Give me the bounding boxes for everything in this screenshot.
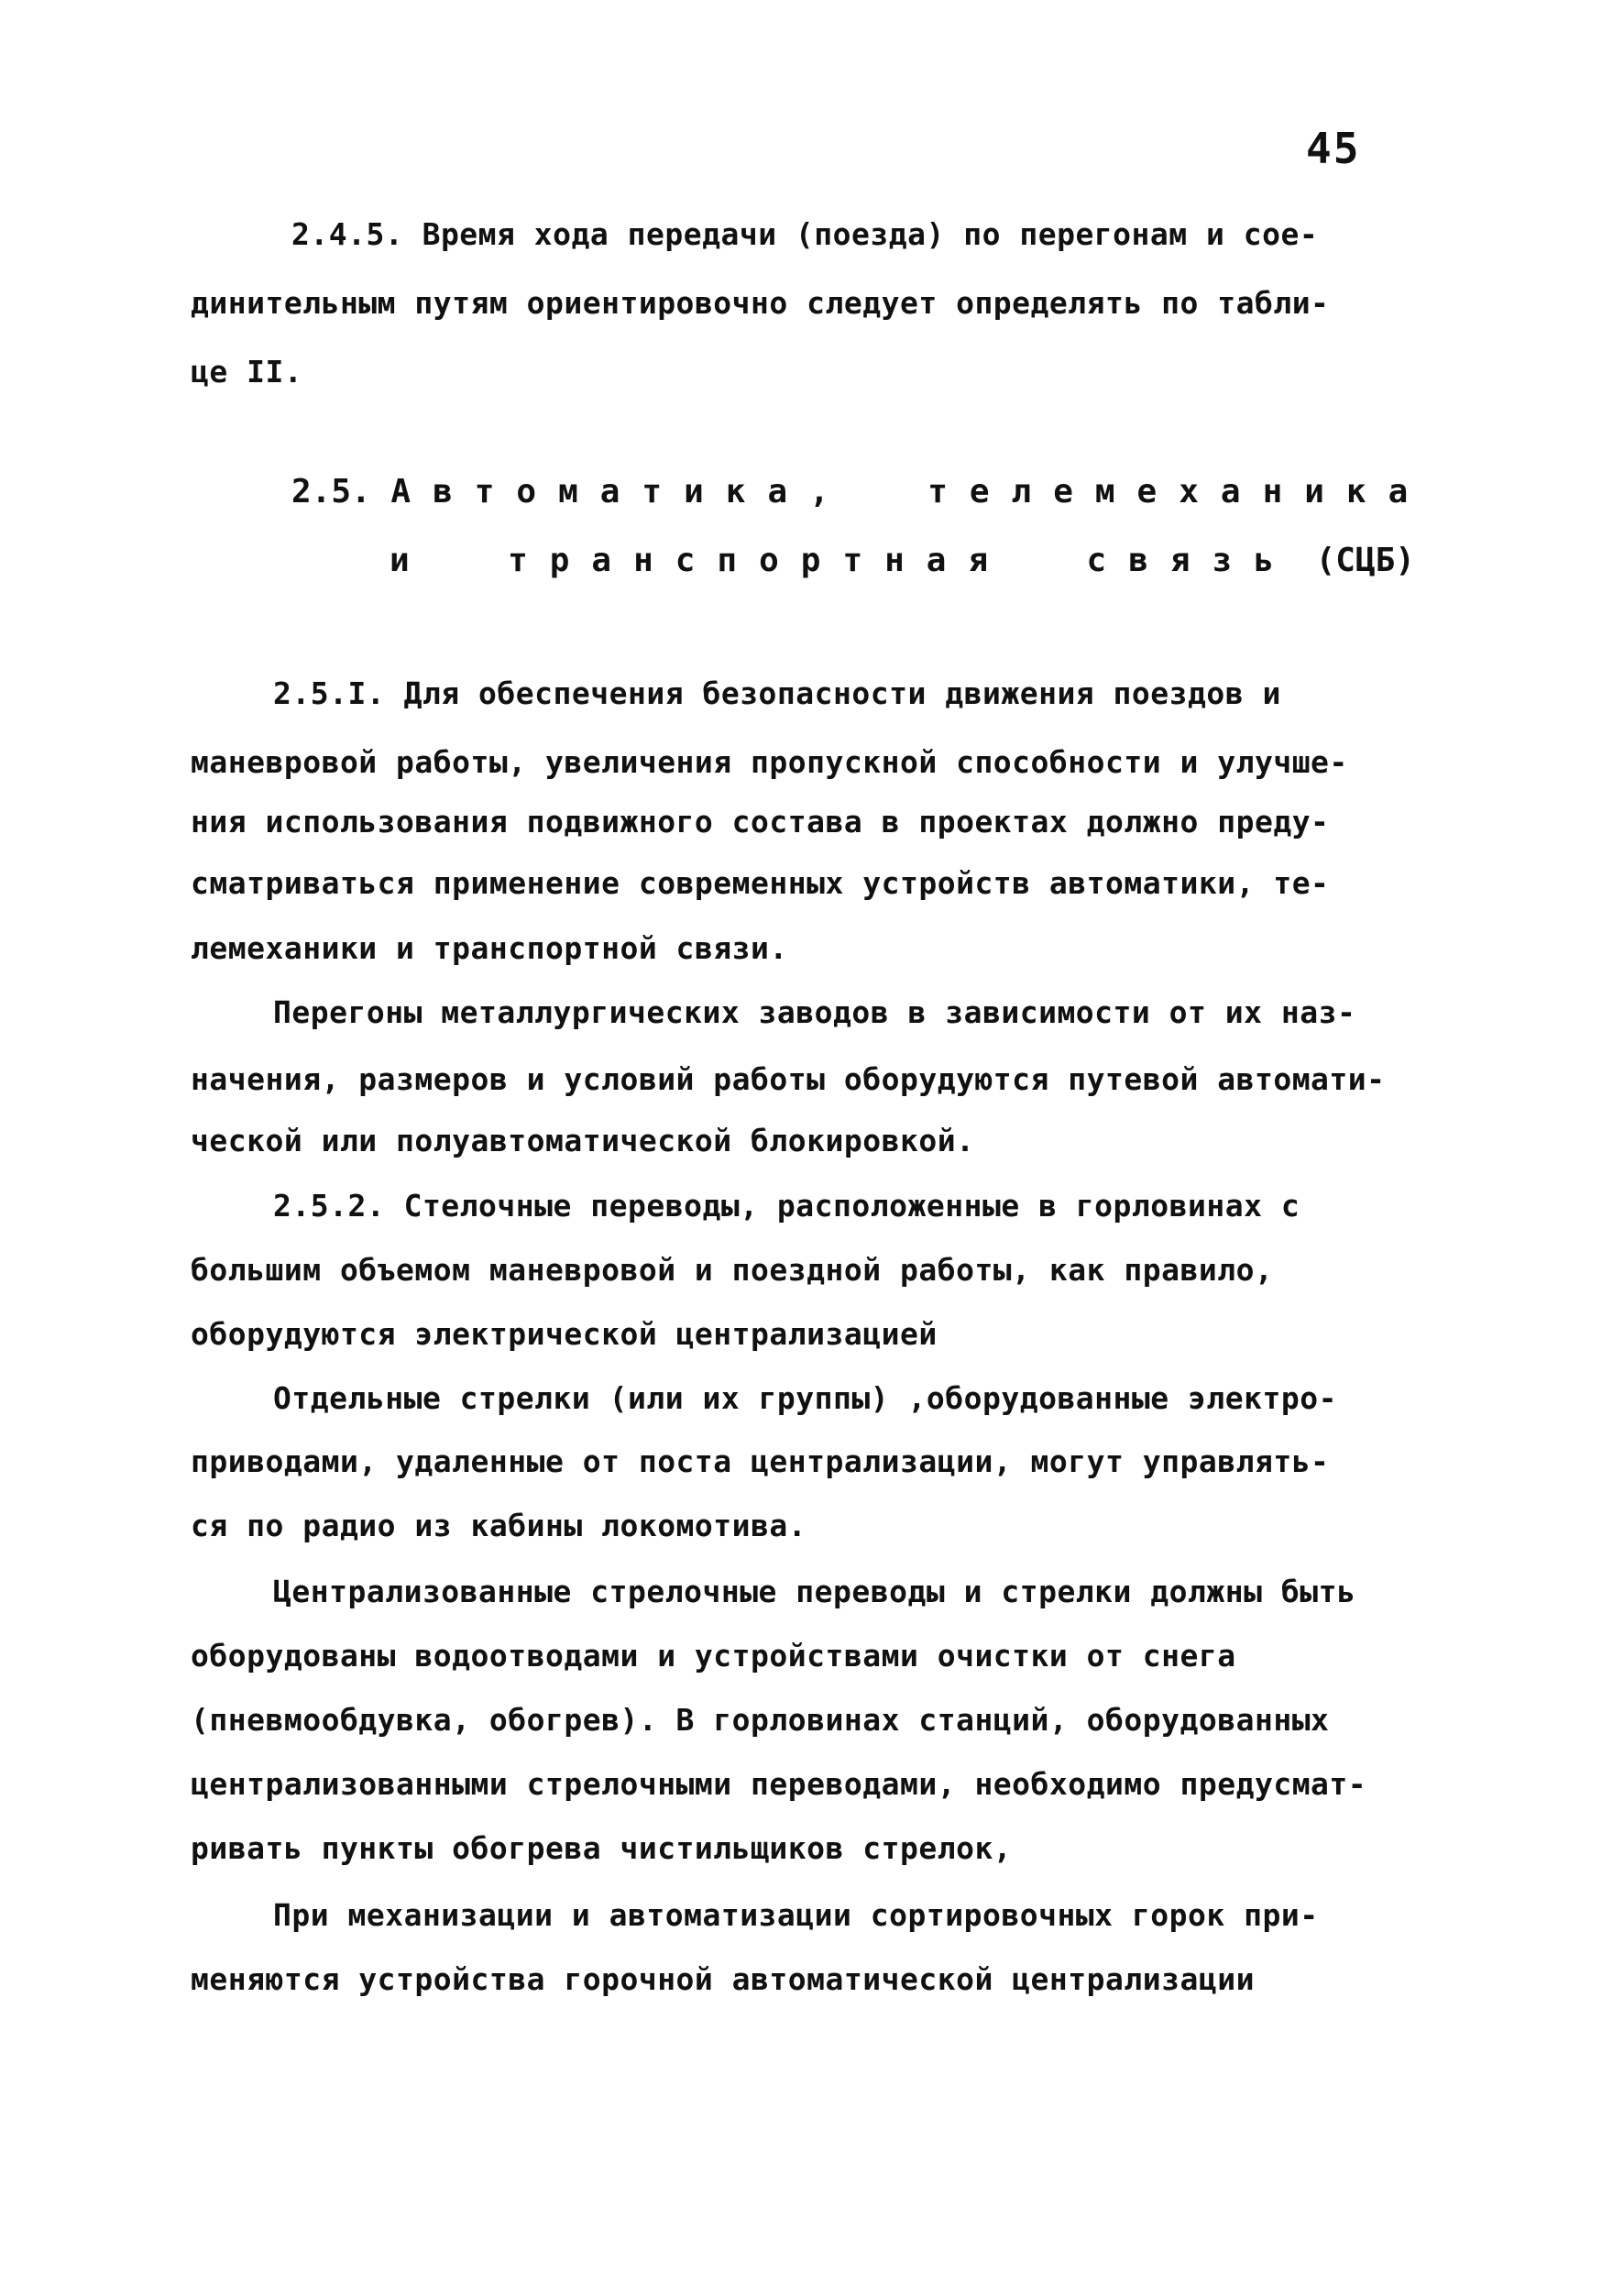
text-line: 2.4.5. Время хода передачи (поезда) по перегонам и сое-	[291, 216, 1319, 252]
heading-word: телемеханика	[927, 473, 1431, 510]
text-line: ся по радио из кабины локомотива.	[191, 1508, 807, 1543]
text-line: Централизованные стрелочные переводы и стрелки должны быть	[273, 1574, 1356, 1609]
text-line: це II.	[191, 354, 303, 390]
text-line: ривать пункты обогрева чистильщиков стрелок,	[191, 1830, 1013, 1866]
text-line: (пневмообдувка, обогрев). В горловинах станций, оборудованных	[191, 1702, 1330, 1738]
heading-line-2	[390, 542, 1415, 579]
heading-word: и	[390, 542, 432, 579]
text-line: 2.5.2. Стелочные переводы, расположенные в горловинах с	[273, 1188, 1300, 1224]
text-line: Отдельные стрелки (или их группы) ,оборудованные электро-	[273, 1380, 1337, 1416]
heading-word: транспортная	[508, 542, 1011, 579]
text-line: начения, размеров и условий работы оборудуются путевой автомати-	[191, 1061, 1386, 1097]
text-line: большим объемом маневровой и поездной работы, как правило,	[191, 1252, 1274, 1288]
text-line: сматриваться применение современных устройств автоматики, те-	[191, 865, 1330, 901]
heading-abbreviation: (СЦБ)	[1315, 542, 1415, 579]
heading-word: связь	[1086, 542, 1296, 579]
text-line: динительным путям ориентировочно следует определять по табли-	[191, 285, 1330, 321]
heading-word: Автоматика,	[390, 473, 851, 510]
text-line: оборудуются электрической централизацией	[191, 1316, 938, 1352]
text-line: Перегоны металлургических заводов в зависимости от их наз-	[273, 994, 1356, 1030]
text-line: меняются устройства горочной автоматической централизации	[191, 1961, 1255, 1997]
page-number: 45	[1306, 124, 1361, 173]
heading-number: 2.5.	[291, 473, 371, 510]
text-line: маневровой работы, увеличения пропускной способности и улучше-	[191, 744, 1348, 780]
text-line: ческой или полуавтоматической блокировкой.	[191, 1123, 975, 1158]
text-line: приводами, удаленные от поста централизации, могут управлять-	[191, 1443, 1330, 1479]
text-line: оборудованы водоотводами и устройствами очистки от снега	[191, 1638, 1236, 1674]
text-line: централизованными стрелочными переводами, необходимо предусмат-	[191, 1766, 1367, 1802]
text-line: При механизации и автоматизации сортировочных горок при-	[273, 1897, 1319, 1933]
heading-line-1	[291, 473, 1430, 510]
text-line: 2.5.I. Для обеспечения безопасности движения поездов и	[273, 675, 1281, 711]
text-line: лемеханики и транспортной связи.	[191, 930, 788, 966]
text-line: ния использования подвижного состава в проектах должно преду-	[191, 804, 1330, 840]
